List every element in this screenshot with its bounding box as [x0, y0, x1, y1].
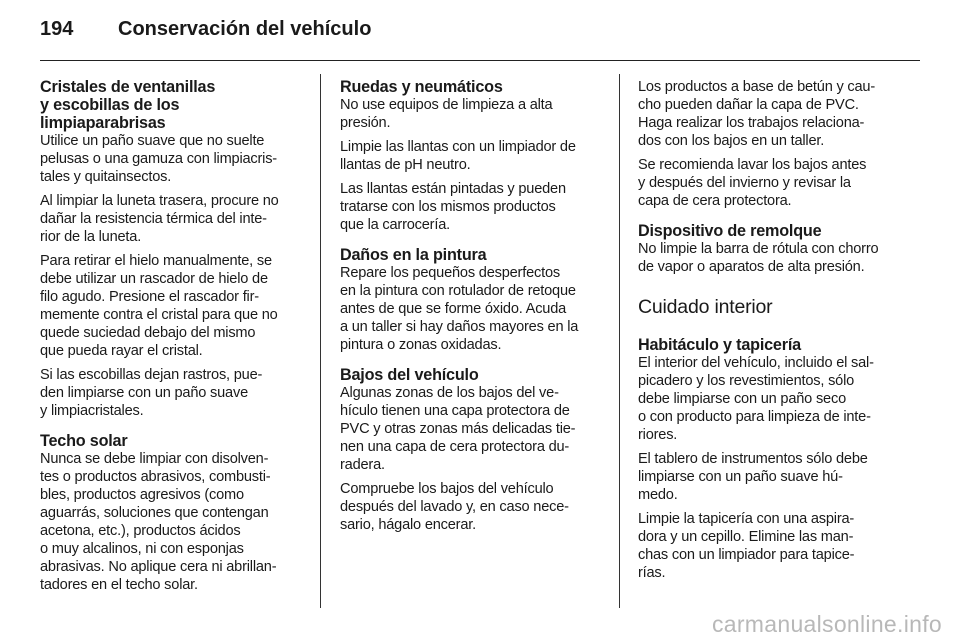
column-3: [638, 78, 904, 582]
column-1: [40, 78, 306, 594]
heading-sunroof: Techo solar: [40, 432, 128, 450]
paragraph: Los productos a base de betún y cau- cho pueden dañar la capa de PVC. Haga realizar los trabajos relaciona- dos con los bajos en un taller.: [638, 79, 876, 149]
paragraph: Limpie las llantas con un limpiador de llantas de pH neutro.: [340, 139, 576, 173]
column-divider-1: [320, 74, 321, 608]
paragraph: Para retirar el hielo manualmente, se debe utilizar un rascador de hielo de filo agudo. Presione el rascador fir- memente contra el cristal para que no quede suciedad debajo del mismo que pueda rayar el cristal.: [40, 253, 278, 359]
paragraph: Repare los pequeños desperfectos en la pintura con rotulador de retoque antes de que se forme óxido. Acuda a un taller si hay daños mayores en la pintura o zonas oxidadas.: [340, 265, 579, 353]
heading-paint-damage: Daños en la pintura: [340, 246, 487, 264]
heading-towing-device: Dispositivo de remolque: [638, 222, 822, 240]
heading-wheels-tyres: Ruedas y neumáticos: [340, 78, 503, 96]
paragraph: El interior del vehículo, incluido el sal- picadero y los revestimientos, sólo debe limpiarse con un paño seco o con producto para limpieza de inte- riores.: [638, 355, 874, 443]
column-2: [340, 78, 606, 534]
page-header: [40, 14, 920, 46]
watermark: carmanualsonline.info: [711, 611, 942, 637]
section-title-interior-care: Cuidado interior: [638, 296, 773, 318]
page-number: 194: [40, 18, 74, 40]
paragraph: Las llantas están pintadas y pueden tratarse con los mismos productos que la carrocería.: [340, 181, 566, 233]
heading-interior-upholstery: Habitáculo y tapicería: [638, 336, 801, 354]
paragraph: Compruebe los bajos del vehículo después del lavado y, en caso nece- sario, hágalo encerar.: [340, 481, 569, 533]
paragraph: Utilice un paño suave que no suelte pelusas o una gamuza con limpiacris- tales y quitainsectos.: [40, 133, 277, 185]
page-title: Conservación del vehículo: [118, 18, 372, 40]
column-divider-2: [619, 74, 620, 608]
paragraph: Si las escobillas dejan rastros, pue- den limpiarse con un paño suave y limpiacristales.: [40, 367, 263, 419]
paragraph: Se recomienda lavar los bajos antes y después del invierno y revisar la capa de cera protectora.: [638, 157, 867, 209]
heading-underbody: Bajos del vehículo: [340, 366, 479, 384]
paragraph: Al limpiar la luneta trasera, procure no dañar la resistencia térmica del inte- rior de la luneta.: [40, 193, 279, 245]
paragraph: No limpie la barra de rótula con chorro de vapor o aparatos de alta presión.: [638, 241, 879, 275]
heading-windows-wipers: Cristales de ventanillas y escobillas de los limpiaparabrisas: [40, 78, 216, 132]
paragraph: No use equipos de limpieza a alta presión.: [340, 97, 553, 131]
paragraph: Limpie la tapicería con una aspira- dora y un cepillo. Elimine las man- chas con un limpiador para tapice- rías.: [638, 511, 855, 581]
paragraph: El tablero de instrumentos sólo debe limpiarse con un paño suave hú- medo.: [638, 451, 868, 503]
paragraph: Algunas zonas de los bajos del ve- hículo tienen una capa protectora de PVC y otras zonas más delicadas tie- nen una capa de cera protectora du- radera.: [340, 385, 576, 473]
paragraph: Nunca se debe limpiar con disolven- tes o productos abrasivos, combusti- bles, productos agresivos (como aguarrás, soluciones que contengan acetona, etc.), productos ácidos o muy alcalinos, ni con esponjas abrasivas. No aplique cera ni abrillan- tadores en el techo solar.: [40, 451, 277, 593]
header-rule: [40, 60, 920, 61]
